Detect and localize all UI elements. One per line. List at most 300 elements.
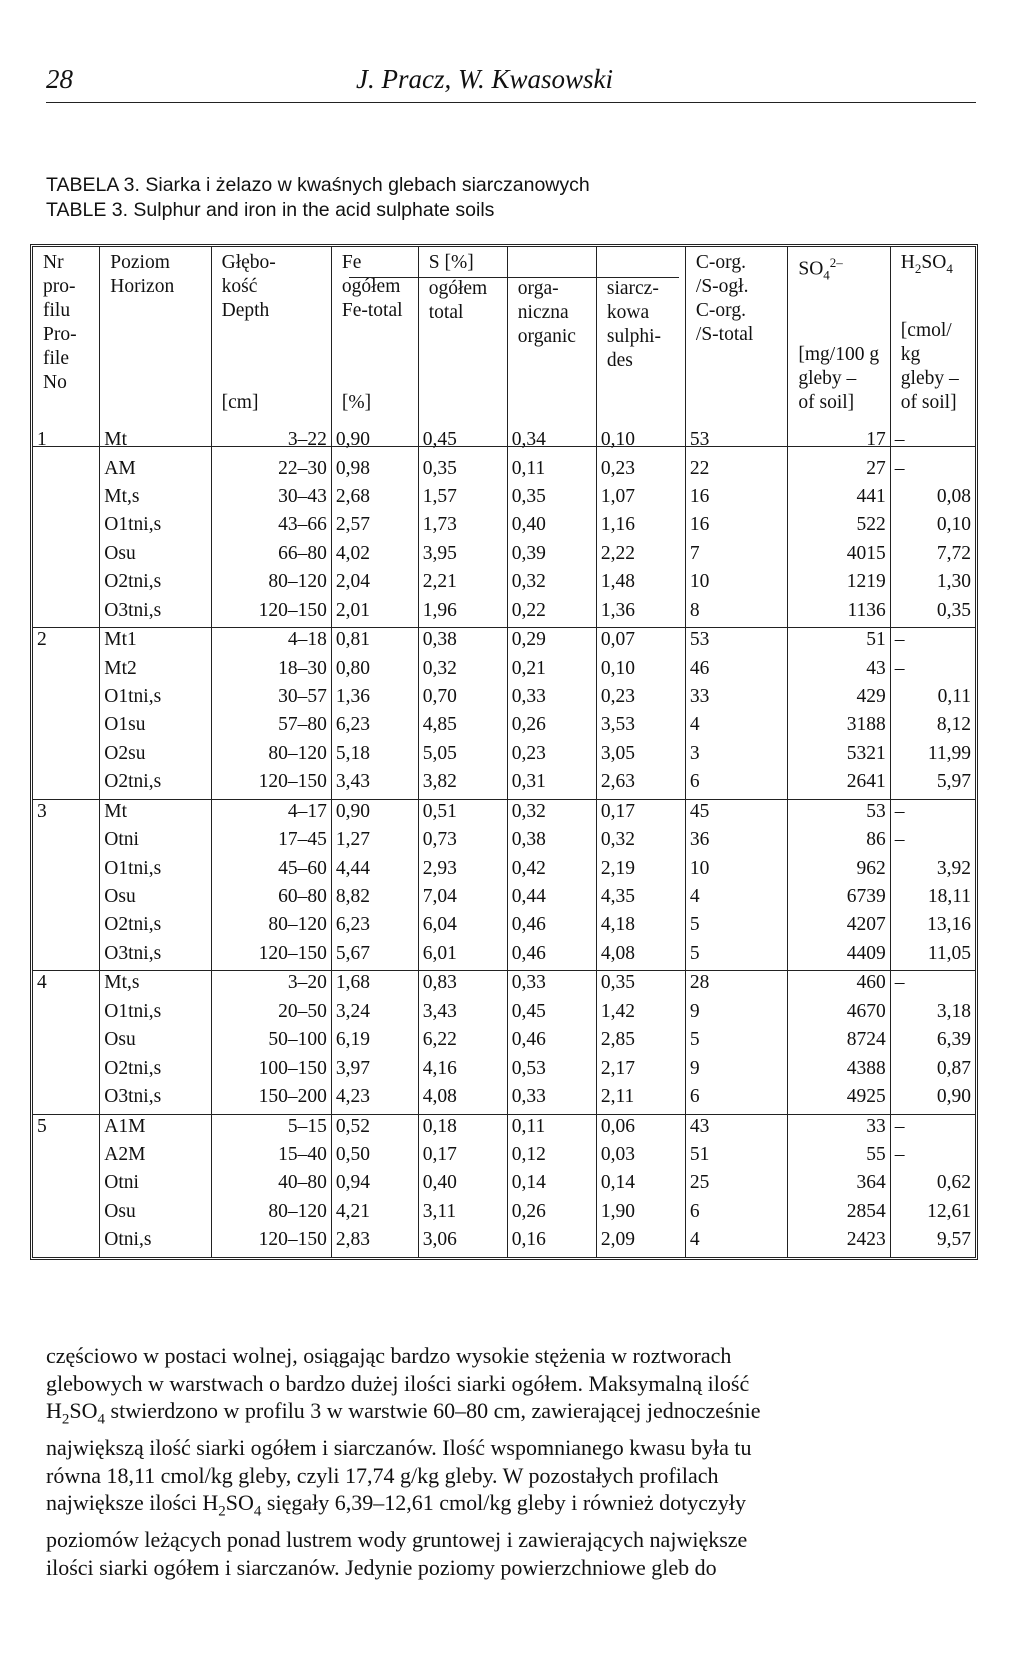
cell-s-sulphides: 2,17 bbox=[596, 1057, 685, 1085]
cell-depth: 5–15 bbox=[211, 1115, 331, 1143]
cell-s-sulphides: 2,63 bbox=[596, 770, 685, 799]
cell-so4: 4388 bbox=[788, 1057, 890, 1085]
cell-s-total: 4,08 bbox=[418, 1085, 507, 1114]
cell-profile-no bbox=[33, 685, 100, 713]
cell-s-organic: 0,42 bbox=[507, 857, 596, 885]
cell-c-s-ratio: 53 bbox=[685, 628, 787, 656]
hd-h2so4-sub2: 4 bbox=[946, 260, 953, 276]
cell-depth: 30–57 bbox=[211, 685, 331, 713]
cell-c-s-ratio: 10 bbox=[685, 857, 787, 885]
running-header bbox=[46, 62, 976, 103]
cell-so4: 4925 bbox=[788, 1085, 890, 1114]
col-fe-total bbox=[331, 247, 418, 419]
cell-profile-no bbox=[33, 1057, 100, 1085]
cell-s-total: 0,18 bbox=[418, 1115, 507, 1143]
body-text-run: największe ilości H bbox=[46, 1490, 219, 1516]
table-row bbox=[33, 1028, 975, 1056]
cell-fe-total: 4,21 bbox=[331, 1200, 418, 1228]
cell-s-organic: 0,22 bbox=[507, 599, 596, 628]
cell-fe-total: 3,97 bbox=[331, 1057, 418, 1085]
cell-depth: 80–120 bbox=[211, 742, 331, 770]
cell-s-sulphides: 1,16 bbox=[596, 513, 685, 541]
cell-fe-total: 1,68 bbox=[331, 971, 418, 999]
cell-depth: 57–80 bbox=[211, 713, 331, 741]
cell-so4: 522 bbox=[788, 513, 890, 541]
cell-s-organic: 0,44 bbox=[507, 885, 596, 913]
hd-depth-line: Głębo- bbox=[221, 252, 276, 273]
cell-profile-no bbox=[33, 885, 100, 913]
cell-c-s-ratio: 9 bbox=[685, 1057, 787, 1085]
cell-h2so4: – bbox=[890, 657, 975, 685]
cell-horizon: Osu bbox=[100, 1200, 211, 1228]
cell-c-s-ratio: 6 bbox=[685, 1085, 787, 1114]
formula-subscript: 2 bbox=[218, 1503, 226, 1520]
hd-s-organic-line: organic bbox=[517, 326, 576, 347]
table-frame bbox=[30, 244, 978, 1260]
cell-horizon: O3tni,s bbox=[100, 1085, 211, 1114]
cell-horizon: O1tni,s bbox=[100, 857, 211, 885]
hd-so4-unit-line: of soil] bbox=[798, 392, 855, 413]
cell-s-total: 2,93 bbox=[418, 857, 507, 885]
cell-h2so4: 11,99 bbox=[890, 742, 975, 770]
cell-c-s-ratio: 36 bbox=[685, 828, 787, 856]
body-line bbox=[46, 1370, 976, 1398]
cell-s-total: 0,51 bbox=[418, 800, 507, 828]
body-text-run: glebowych w warstwach o bardzo dużej ilości siarki ogółem. Maksymalną ilość bbox=[46, 1370, 750, 1396]
table-row bbox=[33, 428, 975, 456]
cell-h2so4: 3,18 bbox=[890, 1000, 975, 1028]
cell-depth: 150–200 bbox=[211, 1085, 331, 1114]
cell-s-total: 6,01 bbox=[418, 942, 507, 971]
cell-fe-total: 1,36 bbox=[331, 685, 418, 713]
cell-c-s-ratio: 10 bbox=[685, 570, 787, 598]
table-row bbox=[33, 542, 975, 570]
cell-h2so4: 0,11 bbox=[890, 685, 975, 713]
hd-so4-unit-block bbox=[798, 343, 879, 415]
cell-profile-no bbox=[33, 942, 100, 971]
cell-h2so4: 3,92 bbox=[890, 857, 975, 885]
cell-s-total: 0,32 bbox=[418, 657, 507, 685]
body-line bbox=[46, 1554, 976, 1582]
table-body bbox=[33, 419, 975, 1257]
cell-h2so4: 6,39 bbox=[890, 1028, 975, 1056]
cell-fe-total: 6,19 bbox=[331, 1028, 418, 1056]
cell-s-total: 3,06 bbox=[418, 1228, 507, 1257]
cell-depth: 4–18 bbox=[211, 628, 331, 656]
formula-subscript: 2 bbox=[61, 1411, 70, 1428]
col-so4 bbox=[788, 247, 890, 419]
cell-s-sulphides: 1,42 bbox=[596, 1000, 685, 1028]
body-text-run: H bbox=[46, 1398, 62, 1424]
table-row bbox=[33, 1143, 975, 1171]
cell-profile-no bbox=[33, 657, 100, 685]
cell-s-organic: 0,11 bbox=[507, 457, 596, 485]
cell-depth: 120–150 bbox=[211, 942, 331, 971]
cell-h2so4: 13,16 bbox=[890, 913, 975, 941]
table-row bbox=[33, 857, 975, 885]
hd-h2so4-unit-line: of soil] bbox=[900, 392, 957, 413]
cell-profile-no: 5 bbox=[37, 1115, 47, 1137]
cell-horizon: Mt,s bbox=[100, 971, 211, 999]
table-row bbox=[33, 628, 975, 656]
hd-fe-line: ogółem bbox=[341, 276, 401, 297]
cell-depth: 30–43 bbox=[211, 485, 331, 513]
cell-h2so4: 8,12 bbox=[890, 713, 975, 741]
caption-english: TABLE 3. Sulphur and iron in the acid sulphate soils bbox=[46, 199, 495, 221]
hd-c-s-ratio-line: C-org. bbox=[695, 252, 746, 273]
table-row bbox=[33, 971, 975, 999]
hd-profile-no-line: No bbox=[43, 372, 67, 393]
cell-c-s-ratio: 6 bbox=[685, 770, 787, 799]
cell-s-sulphides: 0,10 bbox=[596, 657, 685, 685]
cell-s-organic: 0,34 bbox=[507, 428, 596, 456]
cell-s-total: 0,38 bbox=[418, 628, 507, 656]
cell-s-organic: 0,32 bbox=[507, 570, 596, 598]
cell-fe-total: 6,23 bbox=[331, 713, 418, 741]
cell-profile-no bbox=[33, 913, 100, 941]
cell-s-sulphides: 2,85 bbox=[596, 1028, 685, 1056]
body-line bbox=[46, 1489, 976, 1526]
hd-h2so4-formula bbox=[901, 251, 953, 281]
hd-horizon-block bbox=[110, 251, 174, 299]
cell-fe-total: 0,90 bbox=[331, 428, 418, 456]
cell-s-total: 2,21 bbox=[418, 570, 507, 598]
cell-s-total: 0,73 bbox=[418, 828, 507, 856]
hd-fe-unit: [%] bbox=[341, 392, 372, 413]
cell-depth: 66–80 bbox=[211, 542, 331, 570]
cell-h2so4: 5,97 bbox=[890, 770, 975, 799]
table-caption bbox=[46, 173, 590, 223]
cell-profile-no bbox=[33, 570, 100, 598]
cell-s-total: 0,83 bbox=[418, 971, 507, 999]
cell-horizon: A1M bbox=[100, 1115, 211, 1143]
cell-s-total: 3,95 bbox=[418, 542, 507, 570]
cell-s-sulphides: 0,32 bbox=[596, 828, 685, 856]
col-s-total bbox=[418, 247, 507, 419]
cell-fe-total: 3,43 bbox=[331, 770, 418, 799]
body-line bbox=[46, 1462, 976, 1490]
hd-so4-formula bbox=[798, 251, 842, 287]
cell-horizon: O2tni,s bbox=[100, 570, 211, 598]
body-paragraph bbox=[46, 1342, 976, 1582]
cell-c-s-ratio: 25 bbox=[685, 1171, 787, 1199]
cell-h2so4: 0,90 bbox=[890, 1085, 975, 1114]
hd-profile-no-block bbox=[43, 251, 77, 395]
cell-horizon: Mt bbox=[100, 800, 211, 828]
body-text-run: SO bbox=[69, 1398, 98, 1424]
cell-so4: 962 bbox=[788, 857, 890, 885]
cell-fe-total: 0,94 bbox=[331, 1171, 418, 1199]
cell-s-organic: 0,33 bbox=[507, 1085, 596, 1114]
hd-horizon-line: Poziom bbox=[110, 252, 170, 273]
col-s-sulphides bbox=[596, 247, 685, 419]
cell-so4: 6739 bbox=[788, 885, 890, 913]
cell-s-organic: 0,11 bbox=[507, 1115, 596, 1143]
cell-c-s-ratio: 22 bbox=[685, 457, 787, 485]
table-row bbox=[33, 657, 975, 685]
cell-s-organic: 0,32 bbox=[507, 800, 596, 828]
cell-s-total: 1,73 bbox=[418, 513, 507, 541]
cell-profile-no bbox=[33, 1143, 100, 1171]
cell-so4: 27 bbox=[788, 457, 890, 485]
cell-horizon: Osu bbox=[100, 1028, 211, 1056]
cell-so4: 3188 bbox=[788, 713, 890, 741]
cell-fe-total: 5,67 bbox=[331, 942, 418, 971]
body-text-run: stwierdzono w profilu 3 w warstwie 60–80 cm, zawierającej jednocześnie bbox=[105, 1398, 761, 1424]
cell-h2so4: – bbox=[890, 1115, 975, 1143]
cell-depth: 120–150 bbox=[211, 599, 331, 628]
cell-c-s-ratio: 6 bbox=[685, 1200, 787, 1228]
cell-s-sulphides: 2,19 bbox=[596, 857, 685, 885]
cell-s-sulphides: 0,07 bbox=[596, 628, 685, 656]
cell-depth: 80–120 bbox=[211, 1200, 331, 1228]
cell-horizon: O2tni,s bbox=[100, 770, 211, 799]
cell-s-organic: 0,26 bbox=[507, 713, 596, 741]
cell-c-s-ratio: 46 bbox=[685, 657, 787, 685]
cell-profile-no: 1 bbox=[37, 429, 47, 451]
sulphur-iron-table bbox=[33, 247, 975, 1257]
hd-s-sulphides-block bbox=[607, 277, 661, 373]
cell-horizon: Osu bbox=[100, 885, 211, 913]
cell-h2so4: 0,35 bbox=[890, 599, 975, 628]
cell-h2so4: 0,87 bbox=[890, 1057, 975, 1085]
page-number: 28 bbox=[46, 64, 73, 94]
cell-c-s-ratio: 4 bbox=[685, 713, 787, 741]
cell-s-total: 0,40 bbox=[418, 1171, 507, 1199]
col-horizon bbox=[100, 247, 211, 419]
table-row bbox=[33, 513, 975, 541]
hd-profile-no-line: pro- bbox=[43, 276, 76, 297]
body-text-run: równa 18,11 cmol/kg gleby, czyli 17,74 g/kg gleby. W pozostałych profilach bbox=[46, 1462, 719, 1488]
cell-horizon: A2M bbox=[100, 1143, 211, 1171]
cell-depth: 17–45 bbox=[211, 828, 331, 856]
cell-so4: 364 bbox=[788, 1171, 890, 1199]
cell-fe-total: 2,04 bbox=[331, 570, 418, 598]
cell-so4: 17 bbox=[788, 428, 890, 456]
cell-horizon: O2su bbox=[100, 742, 211, 770]
cell-s-organic: 0,35 bbox=[507, 485, 596, 513]
cell-horizon: Otni bbox=[100, 828, 211, 856]
cell-h2so4: 0,10 bbox=[890, 513, 975, 541]
cell-h2so4: – bbox=[890, 828, 975, 856]
cell-fe-total: 0,90 bbox=[331, 800, 418, 828]
hd-h2so4-unit-block bbox=[901, 319, 959, 415]
cell-s-organic: 0,33 bbox=[507, 685, 596, 713]
hd-c-s-ratio-block bbox=[696, 251, 753, 347]
cell-depth: 20–50 bbox=[211, 1000, 331, 1028]
cell-fe-total: 4,44 bbox=[331, 857, 418, 885]
cell-s-sulphides: 2,09 bbox=[596, 1228, 685, 1257]
s-group-rule bbox=[349, 277, 679, 278]
cell-profile-no: 4 bbox=[37, 972, 47, 994]
cell-s-sulphides: 0,17 bbox=[596, 800, 685, 828]
cell-s-total: 1,57 bbox=[418, 485, 507, 513]
cell-s-total: 0,17 bbox=[418, 1143, 507, 1171]
table-row bbox=[33, 1171, 975, 1199]
hd-s-organic-block bbox=[518, 277, 576, 349]
hd-profile-no-line: file bbox=[43, 348, 69, 369]
cell-horizon: O1tni,s bbox=[100, 513, 211, 541]
formula-subscript: 4 bbox=[97, 1411, 106, 1428]
cell-horizon: Mt1 bbox=[100, 628, 211, 656]
cell-fe-total: 2,01 bbox=[331, 599, 418, 628]
hd-horizon-line: Horizon bbox=[110, 276, 175, 297]
cell-depth: 15–40 bbox=[211, 1143, 331, 1171]
cell-horizon: Otni,s bbox=[100, 1228, 211, 1257]
cell-horizon: Mt2 bbox=[100, 657, 211, 685]
cell-h2so4: 18,11 bbox=[890, 885, 975, 913]
hd-s-sulphides-line: des bbox=[606, 350, 633, 371]
body-text-run: ilości siarki ogółem i siarczanów. Jedynie poziomy powierzchniowe gleb do bbox=[46, 1554, 717, 1580]
cell-depth: 120–150 bbox=[211, 1228, 331, 1257]
cell-horizon: O1tni,s bbox=[100, 1000, 211, 1028]
cell-s-sulphides: 0,03 bbox=[596, 1143, 685, 1171]
cell-horizon: Mt,s bbox=[100, 485, 211, 513]
cell-s-sulphides: 2,11 bbox=[596, 1085, 685, 1114]
cell-fe-total: 0,81 bbox=[331, 628, 418, 656]
cell-s-sulphides: 3,05 bbox=[596, 742, 685, 770]
hd-h2so4-h: H bbox=[900, 252, 915, 273]
hd-h2so4-unit-line: gleby – bbox=[900, 368, 959, 389]
cell-s-organic: 0,39 bbox=[507, 542, 596, 570]
cell-c-s-ratio: 7 bbox=[685, 542, 787, 570]
cell-h2so4: 11,05 bbox=[890, 942, 975, 971]
cell-profile-no bbox=[33, 457, 100, 485]
cell-c-s-ratio: 5 bbox=[685, 1028, 787, 1056]
cell-s-organic: 0,38 bbox=[507, 828, 596, 856]
cell-depth: 100–150 bbox=[211, 1057, 331, 1085]
cell-s-total: 4,16 bbox=[418, 1057, 507, 1085]
cell-s-organic: 0,26 bbox=[507, 1200, 596, 1228]
cell-fe-total: 0,52 bbox=[331, 1115, 418, 1143]
cell-so4: 1136 bbox=[788, 599, 890, 628]
cell-s-total: 1,96 bbox=[418, 599, 507, 628]
cell-fe-total: 2,83 bbox=[331, 1228, 418, 1257]
cell-c-s-ratio: 51 bbox=[685, 1143, 787, 1171]
caption-polish: TABELA 3. Siarka i żelazo w kwaśnych glebach siarczanowych bbox=[46, 174, 590, 196]
cell-s-sulphides: 1,07 bbox=[596, 485, 685, 513]
cell-s-total: 4,85 bbox=[418, 713, 507, 741]
cell-so4: 4015 bbox=[788, 542, 890, 570]
hd-so4-label: SO bbox=[798, 258, 824, 280]
cell-s-organic: 0,14 bbox=[507, 1171, 596, 1199]
hd-c-s-ratio-line: C-org. bbox=[695, 300, 746, 321]
cell-profile-no bbox=[33, 513, 100, 541]
cell-c-s-ratio: 9 bbox=[685, 1000, 787, 1028]
table-row bbox=[33, 942, 975, 971]
cell-depth: 80–120 bbox=[211, 570, 331, 598]
cell-depth: 3–22 bbox=[211, 428, 331, 456]
cell-profile-no bbox=[33, 857, 100, 885]
cell-depth: 50–100 bbox=[211, 1028, 331, 1056]
cell-s-sulphides: 0,06 bbox=[596, 1115, 685, 1143]
cell-fe-total: 0,98 bbox=[331, 457, 418, 485]
cell-depth: 80–120 bbox=[211, 913, 331, 941]
cell-c-s-ratio: 8 bbox=[685, 599, 787, 628]
hd-s-group: S [%] bbox=[428, 252, 474, 273]
cell-h2so4: – bbox=[890, 428, 975, 456]
body-text-run: największą ilość siarki ogółem i siarczanów. Ilość wspomnianego kwasu była tu bbox=[46, 1435, 752, 1461]
cell-so4: 86 bbox=[788, 828, 890, 856]
cell-s-total: 0,70 bbox=[418, 685, 507, 713]
cell-s-sulphides: 4,18 bbox=[596, 913, 685, 941]
cell-s-total: 3,43 bbox=[418, 1000, 507, 1028]
cell-profile-no bbox=[33, 599, 100, 628]
table-row bbox=[33, 457, 975, 485]
hd-so4-unit-line: gleby – bbox=[798, 368, 857, 389]
cell-s-sulphides: 4,08 bbox=[596, 942, 685, 971]
hd-c-s-ratio-line: /S-total bbox=[695, 324, 754, 345]
header-rule bbox=[33, 446, 975, 447]
cell-h2so4: 12,61 bbox=[890, 1200, 975, 1228]
hd-depth-block bbox=[222, 251, 276, 323]
cell-so4: 4207 bbox=[788, 913, 890, 941]
cell-s-sulphides: 1,36 bbox=[596, 599, 685, 628]
cell-profile-no bbox=[33, 1171, 100, 1199]
cell-s-organic: 0,40 bbox=[507, 513, 596, 541]
cell-depth: 45–60 bbox=[211, 857, 331, 885]
cell-s-organic: 0,53 bbox=[507, 1057, 596, 1085]
cell-so4: 1219 bbox=[788, 570, 890, 598]
cell-horizon: O2tni,s bbox=[100, 1057, 211, 1085]
cell-s-sulphides: 3,53 bbox=[596, 713, 685, 741]
cell-horizon: Mt bbox=[100, 428, 211, 456]
cell-so4: 2423 bbox=[788, 1228, 890, 1257]
cell-c-s-ratio: 16 bbox=[685, 485, 787, 513]
hd-profile-no-line: Nr bbox=[43, 252, 64, 273]
hd-s-total-block bbox=[429, 277, 488, 325]
cell-h2so4: 7,72 bbox=[890, 542, 975, 570]
col-h2so4 bbox=[890, 247, 975, 419]
cell-s-total: 3,82 bbox=[418, 770, 507, 799]
cell-h2so4: – bbox=[890, 971, 975, 999]
cell-s-organic: 0,29 bbox=[507, 628, 596, 656]
cell-so4: 2854 bbox=[788, 1200, 890, 1228]
cell-s-organic: 0,31 bbox=[507, 770, 596, 799]
cell-fe-total: 4,23 bbox=[331, 1085, 418, 1114]
cell-h2so4: 9,57 bbox=[890, 1228, 975, 1257]
cell-profile-no: 2 bbox=[37, 629, 47, 651]
cell-horizon: Osu bbox=[100, 542, 211, 570]
cell-s-sulphides: 0,10 bbox=[596, 428, 685, 456]
cell-s-organic: 0,23 bbox=[507, 742, 596, 770]
cell-s-sulphides: 0,23 bbox=[596, 685, 685, 713]
cell-fe-total: 2,57 bbox=[331, 513, 418, 541]
cell-so4: 55 bbox=[788, 1143, 890, 1171]
cell-horizon: O1tni,s bbox=[100, 685, 211, 713]
hd-s-sulphides-line: siarcz- bbox=[606, 278, 659, 299]
cell-c-s-ratio: 3 bbox=[685, 742, 787, 770]
hd-depth-line: kość bbox=[221, 276, 258, 297]
cell-profile-no: 3 bbox=[37, 800, 47, 822]
hd-h2so4-so: SO bbox=[921, 252, 947, 273]
cell-profile-no bbox=[33, 828, 100, 856]
cell-depth: 60–80 bbox=[211, 885, 331, 913]
table-row bbox=[33, 742, 975, 770]
hd-s-total-line: ogółem bbox=[428, 278, 488, 299]
cell-s-sulphides: 1,48 bbox=[596, 570, 685, 598]
cell-h2so4: 0,62 bbox=[890, 1171, 975, 1199]
hd-fe-block bbox=[342, 251, 403, 323]
hd-s-sulphides-line: sulphi- bbox=[606, 326, 662, 347]
table-row bbox=[33, 485, 975, 513]
cell-profile-no bbox=[33, 713, 100, 741]
table-row bbox=[33, 685, 975, 713]
cell-h2so4: – bbox=[890, 800, 975, 828]
table-row bbox=[33, 599, 975, 628]
table-row bbox=[33, 1000, 975, 1028]
cell-depth: 4–17 bbox=[211, 800, 331, 828]
